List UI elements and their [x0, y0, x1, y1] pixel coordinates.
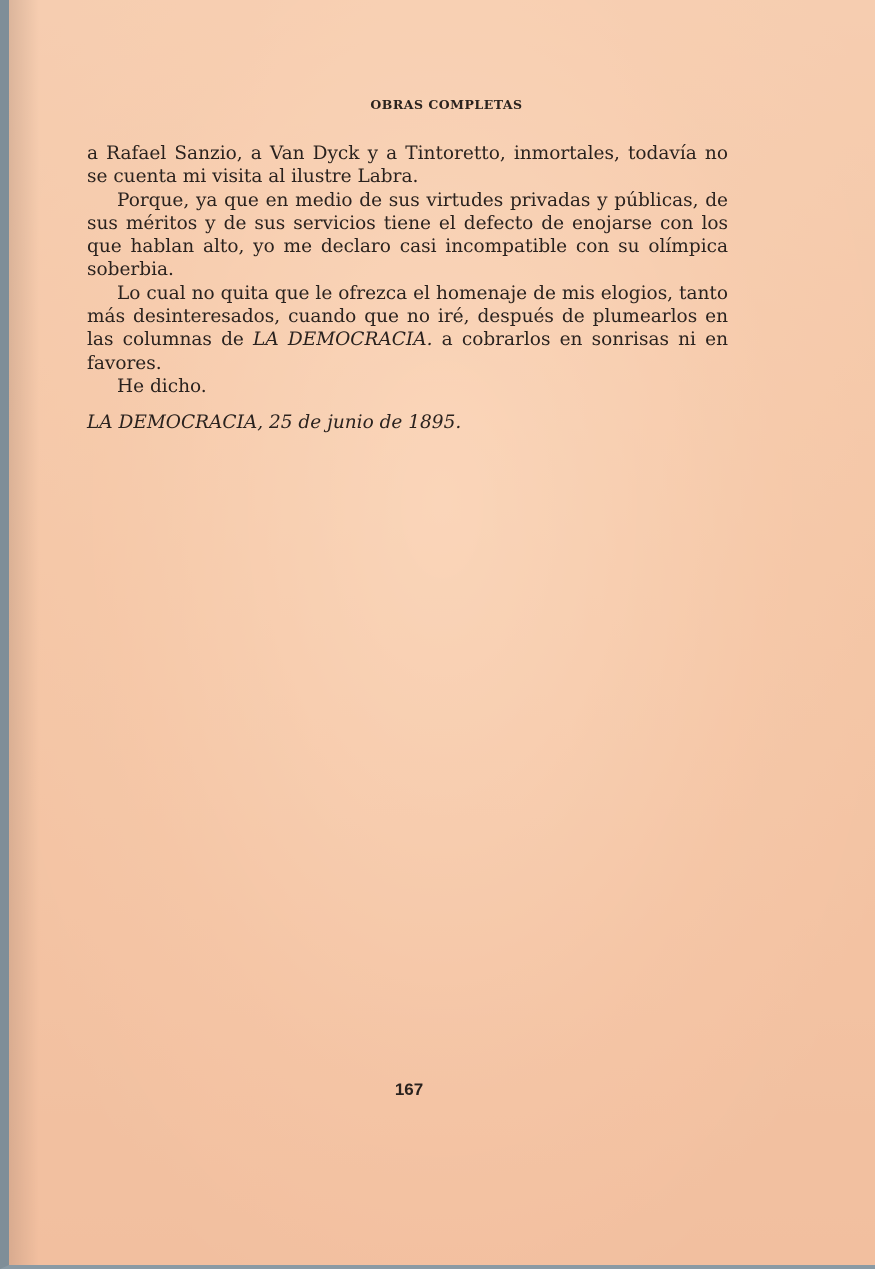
paragraph-4: He dicho. [117, 375, 207, 397]
paragraph-3-text-after: a cobrarlos en sonrisas ni en favores. [87, 329, 728, 374]
body-text [87, 142, 728, 398]
running-header: OBRAS COMPLETAS [370, 97, 523, 112]
paragraph-2: Porque, ya que en medio de sus virtudes privadas y públicas, de sus méritos y de sus servicios tiene el defecto de enojarse con los que hablan alto, yo me declaro casi incompatible con su olímpica soberbia. [87, 189, 728, 281]
source-citation: LA DEMOCRACIA, 25 de junio de 1895. [87, 412, 462, 433]
paragraph-1: a Rafael Sanzio, a Van Dyck y a Tintoretto, inmortales, todavía no se cuenta mi visita al ilustre Labra. [87, 143, 728, 188]
page-number: 167 [394, 1080, 424, 1099]
publication-name: LA DEMOCRACIA. [253, 329, 433, 351]
page-edge-shadow [9, 0, 39, 1265]
paragraph-3 [87, 282, 728, 375]
paragraph-3-text-before: Lo cual no quita que le ofrezca el homenaje de mis elogios, tanto más desinteresados, cuando que no iré, después de plumearlos en las columnas de [87, 282, 728, 351]
